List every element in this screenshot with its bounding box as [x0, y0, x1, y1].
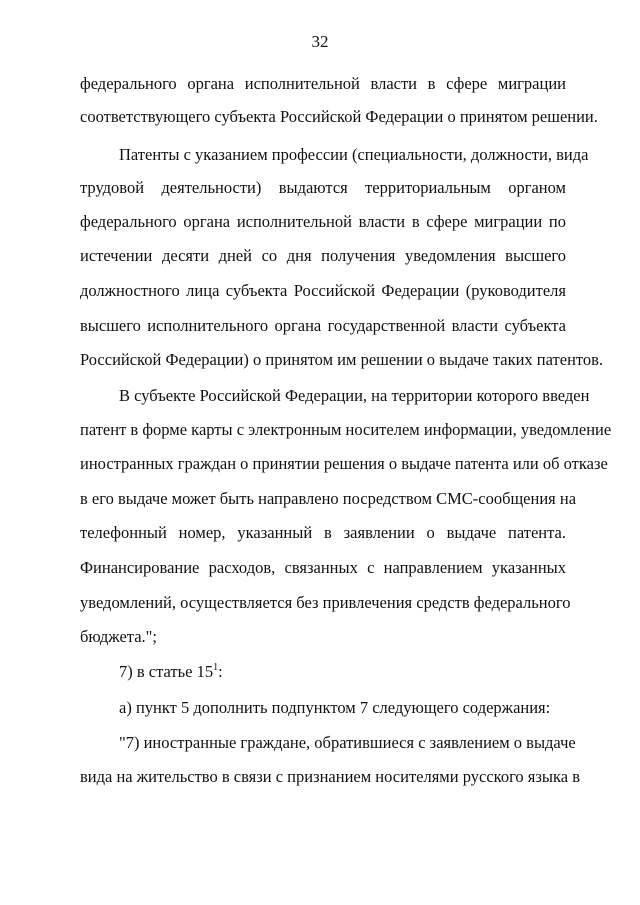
text-line: истечении десяти дней со дня получения уведомления высшего: [80, 246, 566, 265]
text-line: патент в форме карты с электронным носителем информации, уведомление: [80, 420, 612, 439]
text-line: Финансирование расходов, связанных с направлением указанных: [80, 558, 566, 577]
text-line: федерального органа исполнительной власти в сфере миграции по: [80, 212, 566, 231]
text-line: соответствующего субъекта Российской Федерации о принятом решении.: [80, 107, 598, 126]
text-line: телефонный номер, указанный в заявлении о выдаче патента.: [80, 523, 566, 542]
article-heading-suffix: :: [218, 662, 223, 681]
article-superscript: 1: [213, 662, 219, 673]
text-line: "7) иностранные граждане, обратившиеся с заявлением о выдаче: [119, 733, 576, 752]
text-line: вида на жительство в связи с признанием носителями русского языка в: [80, 767, 580, 786]
text-line: трудовой деятельности) выдаются территориальным органом: [80, 178, 566, 197]
text-line: бюджета.";: [80, 627, 157, 646]
text-line: В субъекте Российской Федерации, на территории которого введен: [119, 386, 590, 405]
text-line: Российской Федерации) о принятом им решении о выдаче таких патентов.: [80, 350, 604, 369]
text-line: Патенты с указанием профессии (специальности, должности, вида: [119, 145, 589, 164]
article-heading-text: 7) в статье 15: [119, 662, 214, 681]
text-line: иностранных граждан о принятии решения о выдаче патента или об отказе: [80, 454, 608, 473]
text-line: высшего исполнительного органа государственной власти субъекта: [80, 316, 566, 335]
text-line: в его выдаче может быть направлено посредством СМС-сообщения на: [80, 489, 577, 508]
text-line: должностного лица субъекта Российской Федерации (руководителя: [80, 281, 566, 300]
article-heading: [119, 660, 566, 684]
text-line: уведомлений, осуществляется без привлечения средств федерального: [80, 593, 571, 612]
page-number: 32: [311, 32, 329, 51]
text-line: федерального органа исполнительной власти в сфере миграции: [80, 74, 566, 93]
text-line: а) пункт 5 дополнить подпунктом 7 следующего содержания:: [119, 698, 551, 717]
